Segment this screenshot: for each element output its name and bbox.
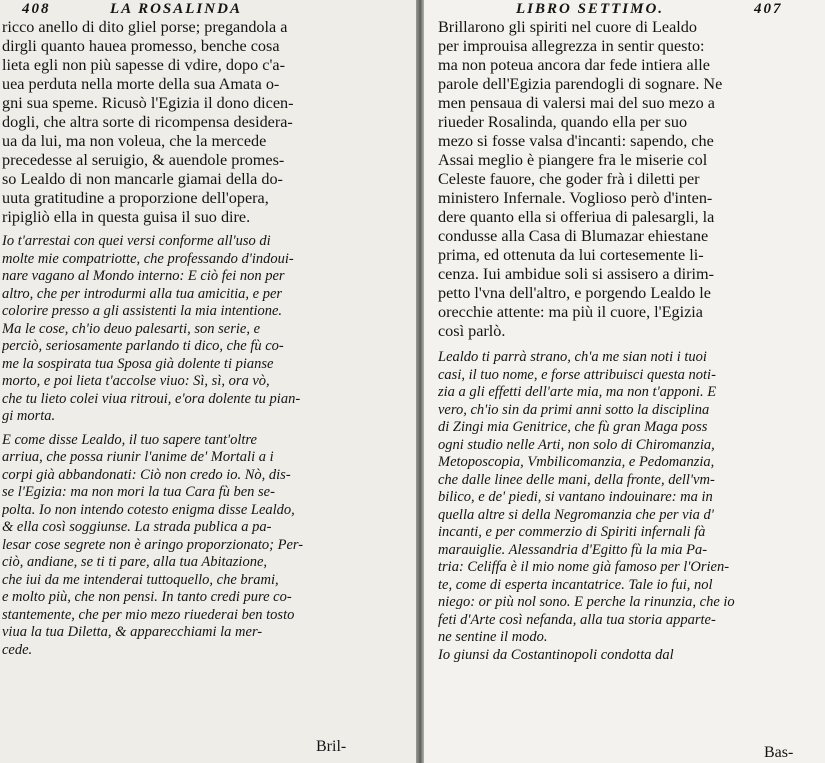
- left-paragraph-1: [2, 18, 412, 227]
- right-page-text: [438, 18, 818, 664]
- text-line: zia a gli effetti dell'arte mia, ma non t'apponi. E: [438, 384, 717, 400]
- text-line: feti d'Arte così nefanda, alla tua storia apparte-: [438, 611, 716, 628]
- text-line: Brillarono gli spiriti nel cuore di Lealdo: [438, 18, 697, 36]
- text-line: lieta egli non più sapesse di vdire, dopo c'a-: [2, 56, 285, 74]
- text-line: parole dell'Egizia parendogli di sognare. Ne: [438, 75, 723, 93]
- text-line: lesar cose segrete non è aringo proporzionato; Per-: [2, 536, 304, 553]
- text-line: precedesse al seruigio, & auendole promes-: [2, 151, 285, 169]
- text-line: uuta gratitudine a proporzione dell'opera,: [2, 189, 269, 207]
- text-line: vero, ch'io sin da primi anni sotto la disciplina: [438, 401, 710, 418]
- text-line: ministero Infernale. Voglioso però d'inten-: [438, 189, 713, 207]
- text-line: dere quanto ella si offeriua di palesargli, la: [438, 208, 715, 226]
- text-line: Io giunsi da Costantinopoli condotta dal: [438, 646, 674, 663]
- text-line: gni sua speme. Ricusò l'Egizia il dono dicen-: [2, 94, 294, 112]
- text-line: così parlò.: [438, 322, 506, 340]
- text-line: Io t'arrestai con quei versi conforme all'uso di: [2, 233, 271, 249]
- text-line: condusse alla Casa di Blumazar ehiestane: [438, 227, 709, 245]
- text-line: Lealdo ti parrà strano, ch'a me sian noti i tuoi: [438, 349, 707, 365]
- text-line: petto l'vna dell'altro, e porgendo Lealdo le: [438, 284, 711, 302]
- left-running-title: LA ROSALINDA: [110, 1, 242, 17]
- text-line: ua da lui, ma non voleua, che la mercede: [2, 132, 267, 150]
- text-line: quella altre si della Negromanzia che per via d': [438, 506, 714, 523]
- text-line: ciò, andiane, se ti ti pare, alla tua Abitazione,: [2, 554, 268, 570]
- text-line: polta. Io non intendo cotesto enigma disse Lealdo,: [2, 501, 295, 518]
- text-line: di Zingi mia Genitrice, che fù gran Maga poss: [438, 419, 708, 435]
- text-line: prima, ed ottenuta da lui cortesemente li-: [438, 246, 704, 264]
- text-line: altro, che per introdurmi alla tua amicitia, e per: [2, 285, 283, 302]
- text-line: & ella così soggiunse. La strada publica a pa-: [2, 519, 272, 535]
- text-line: uea perduta nella morte della sua Amata o-: [2, 75, 280, 93]
- text-line: riueder Rosalinda, quando ella per suo: [438, 113, 688, 131]
- text-line: arriua, che possa riunir l'anime de' Mortali a i: [2, 449, 274, 465]
- text-line: Metoposcopia, Vmbilicomanzia, e Pedomanzia,: [438, 454, 715, 470]
- text-line: bilico, e de' piedi, si vantano indouinare: ma in: [438, 489, 713, 505]
- text-line: mezo si fosse valsa d'incanti: sapendo, che: [438, 132, 714, 150]
- text-line: dirgli quanto hauea promesso, benche cosa: [2, 37, 280, 55]
- right-paragraph-2: [438, 349, 818, 664]
- right-running-title: LIBRO SETTIMO.: [516, 1, 665, 17]
- text-line: incanti, e per commerzio di Spiriti infernali fà: [438, 524, 706, 540]
- left-paragraph-2: [2, 233, 412, 426]
- text-line: niego: or più nol sono. E perche la rinunzia, che io: [438, 594, 735, 610]
- text-line: dogli, che altra sorte di ricompensa desidera-: [2, 113, 293, 131]
- left-page-text: [2, 18, 412, 659]
- text-line: E come disse Lealdo, il tuo sapere tant'oltre: [2, 431, 257, 448]
- text-line: morto, e poi lieta t'accolse viuo: Sì, sì, ora vò,: [2, 373, 270, 389]
- text-line: e molto più, che non pensi. In tanto credi pure co-: [2, 589, 292, 605]
- text-line: tria: Celiffa è il mio nome già famoso per l'Orien-: [438, 559, 730, 575]
- text-line: viua la tua Diletta, & apparecchiami la mer-: [2, 624, 263, 640]
- text-line: casi, il tuo nome, e forse attribuisci questa noti-: [438, 366, 716, 383]
- text-line: ogni studio nelle Arti, non solo di Chiromanzia,: [438, 436, 715, 453]
- text-line: Assai meglio è piangere fra le miserie col: [438, 151, 708, 169]
- text-line: so Lealdo di non mancarle giamai della do-: [2, 170, 283, 188]
- text-line: cenza. Iui ambidue soli si assisero a dirim-: [438, 265, 715, 283]
- text-line: ricco anello di dito gliel porse; pregandola a: [2, 18, 288, 36]
- text-line: cede.: [2, 641, 33, 658]
- text-line: colorire presso a gli assistenti la mia intentione.: [2, 303, 283, 319]
- left-catchword: Bril-: [316, 738, 347, 755]
- text-line: orecchie attente: ma più il cuore, l'Egizia: [438, 303, 703, 321]
- left-paragraph-3: [2, 432, 412, 660]
- right-catchword: Bas-: [764, 744, 794, 761]
- text-line: perciò, seriosamente parlando ti dico, che fù co-: [2, 338, 284, 354]
- text-line: me la sospirata tua Sposa già dolente ti pianse: [2, 355, 274, 372]
- text-line: che dalle linee delle mani, della fronte, dell'vm-: [438, 471, 715, 488]
- text-line: per improuisa allegrezza in sentir questo:: [438, 37, 705, 55]
- text-line: marauiglie. Alessandria d'Egitto fù la mia Pa-: [438, 541, 708, 558]
- text-line: gi morta.: [2, 408, 56, 424]
- text-line: ma non poteua ancora dar fede intiera alle: [438, 56, 710, 74]
- text-line: ripigliò ella in questa guisa il suo dire.: [2, 208, 251, 226]
- right-page: [424, 0, 825, 763]
- text-line: corpi già abbandonati: Ciò non credo io. Nò, dis-: [2, 466, 291, 483]
- text-line: stantemente, che per mio mezo riuederai ben tosto: [2, 606, 295, 623]
- text-line: Ma le cose, ch'io deuo palesarti, son serie, e: [2, 320, 261, 337]
- text-line: nare vagano al Mondo interno: E ciò fei non per: [2, 268, 285, 284]
- text-line: te, come di esperta incantatrice. Tale io fui, nol: [438, 576, 713, 593]
- text-line: se l'Egizia: ma non mori la tua Cara fù ben se-: [2, 484, 275, 500]
- left-page-number: 408: [22, 1, 51, 17]
- text-line: Celeste fauore, che goder frà i diletti per: [438, 170, 700, 188]
- text-line: men pensaua di valersi mai del suo mezo a: [438, 94, 715, 112]
- text-line: molte mie compatriotte, che professando d'indoui-: [2, 250, 294, 267]
- right-paragraph-1: [438, 18, 818, 341]
- text-line: che iui da me intenderai tuttoquello, che brami,: [2, 571, 279, 588]
- right-page-number: 407: [754, 1, 783, 17]
- text-line: ne sentine il modo.: [438, 629, 548, 645]
- text-line: che tu lieto colei viua ritroui, e'ora dolente tu pian-: [2, 390, 301, 407]
